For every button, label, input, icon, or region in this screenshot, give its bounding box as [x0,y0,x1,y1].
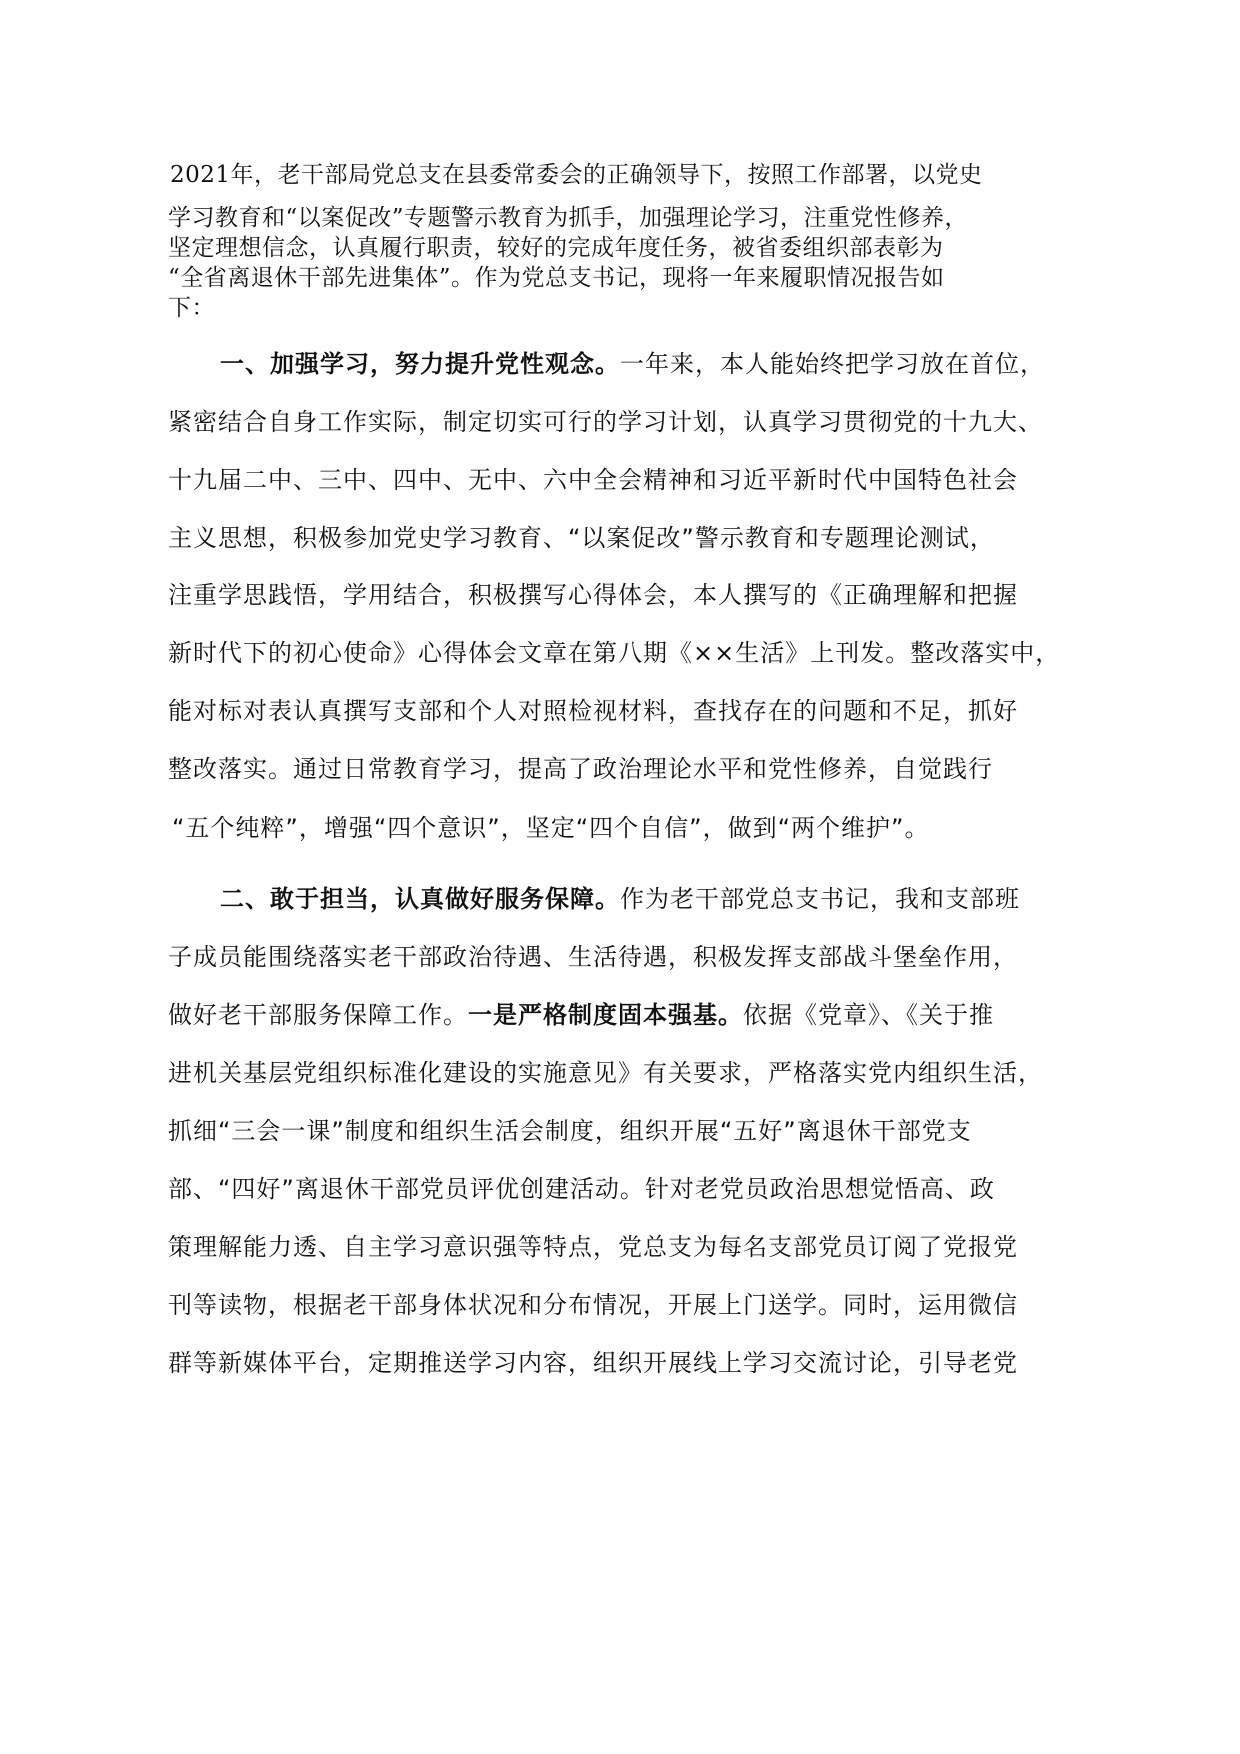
intro-line-1: 2021年，老干部局党总支在县委常委会的正确领导下，按照工作部署，以党史 [170,162,983,188]
section2-line: 策理解能力透、自主学习意识强等特点，党总支为每名支部党员订阅了党报党 [168,1233,1018,1261]
section1-first-line [220,349,1045,379]
section2-first-line-text: 作为老干部党总支书记，我和支部班 [620,885,1020,913]
intro-line-4: “全省离退休干部先进集体”。作为党总支书记，现将一年来履职情况报告如 [168,265,945,291]
section1-heading: 一、加强学习，努力提升党性观念。 [220,350,620,378]
intro-line-3: 坚定理想信念，认真履行职责，较好的完成年度任务，被省委组织部表彰为 [168,235,944,261]
section2-line: 抓细“三会一课”制度和组织生活会制度，组织开展“五好”离退休干部党支 [168,1117,972,1145]
section1-line: “五个纯粹”，增强“四个意识”，坚定“四个自信”，做到“两个维护”。 [172,814,930,842]
section2-line: 进机关基层党组织标准化建设的实施意见》有关要求，严格落实党内组织生活， [168,1059,1043,1087]
section1-line: 能对标对表认真撰写支部和个人对照检视材料，查找存在的问题和不足，抓好 [168,697,1018,725]
intro-line-5: 下： [168,295,215,321]
section2-line-3-post: 依据《党章》、《关于推 [743,1001,994,1029]
section2-line-3-pre: 做好老干部服务保障工作。 [168,1001,468,1029]
section2-first-line [220,884,1020,914]
section1-first-line-text: 一年来，本人能始终把学习放在首位， [620,350,1045,378]
section2-subheading: 一是严格制度固本强基。 [468,1001,743,1029]
section1-line: 主义思想，积极参加党史学习教育、“以案促改”警示教育和专题理论测试， [168,524,995,552]
intro-line-2: 学习教育和“以案促改”专题警示教育为抓手，加强理论学习，注重党性修养， [168,205,969,231]
section1-line: 注重学思践悟，学用结合，积极撰写心得体会，本人撰写的《正确理解和把握 [168,581,1018,609]
section2-heading: 二、敢于担当，认真做好服务保障。 [220,885,620,913]
section2-line: 部、“四好”离退休干部党员评优创建活动。针对老党员政治思想觉悟高、政 [168,1175,995,1203]
section1-line: 紧密结合自身工作实际，制定切实可行的学习计划，认真学习贯彻党的十九大、 [168,408,1043,436]
section2-line-3 [168,1000,994,1030]
section1-line: 整改落实。通过日常教育学习，提高了政治理论水平和党性修养，自觉践行 [168,755,993,783]
section2-line: 群等新媒体平台，定期推送学习内容，组织开展线上学习交流讨论，引导老党 [168,1349,1018,1377]
section1-line: 新时代下的初心使命》心得体会文章在第八期《××生活》上刊发。整改落实中， [168,639,1061,667]
section2-line: 刊等读物，根据老干部身体状况和分布情况，开展上门送学。同时，运用微信 [168,1291,1018,1319]
section1-line: 十九届二中、三中、四中、无中、六中全会精神和习近平新时代中国特色社会 [168,466,1018,494]
section2-line: 子成员能围绕落实老干部政治待遇、生活待遇，积极发挥支部战斗堡垒作用， [168,943,1018,971]
